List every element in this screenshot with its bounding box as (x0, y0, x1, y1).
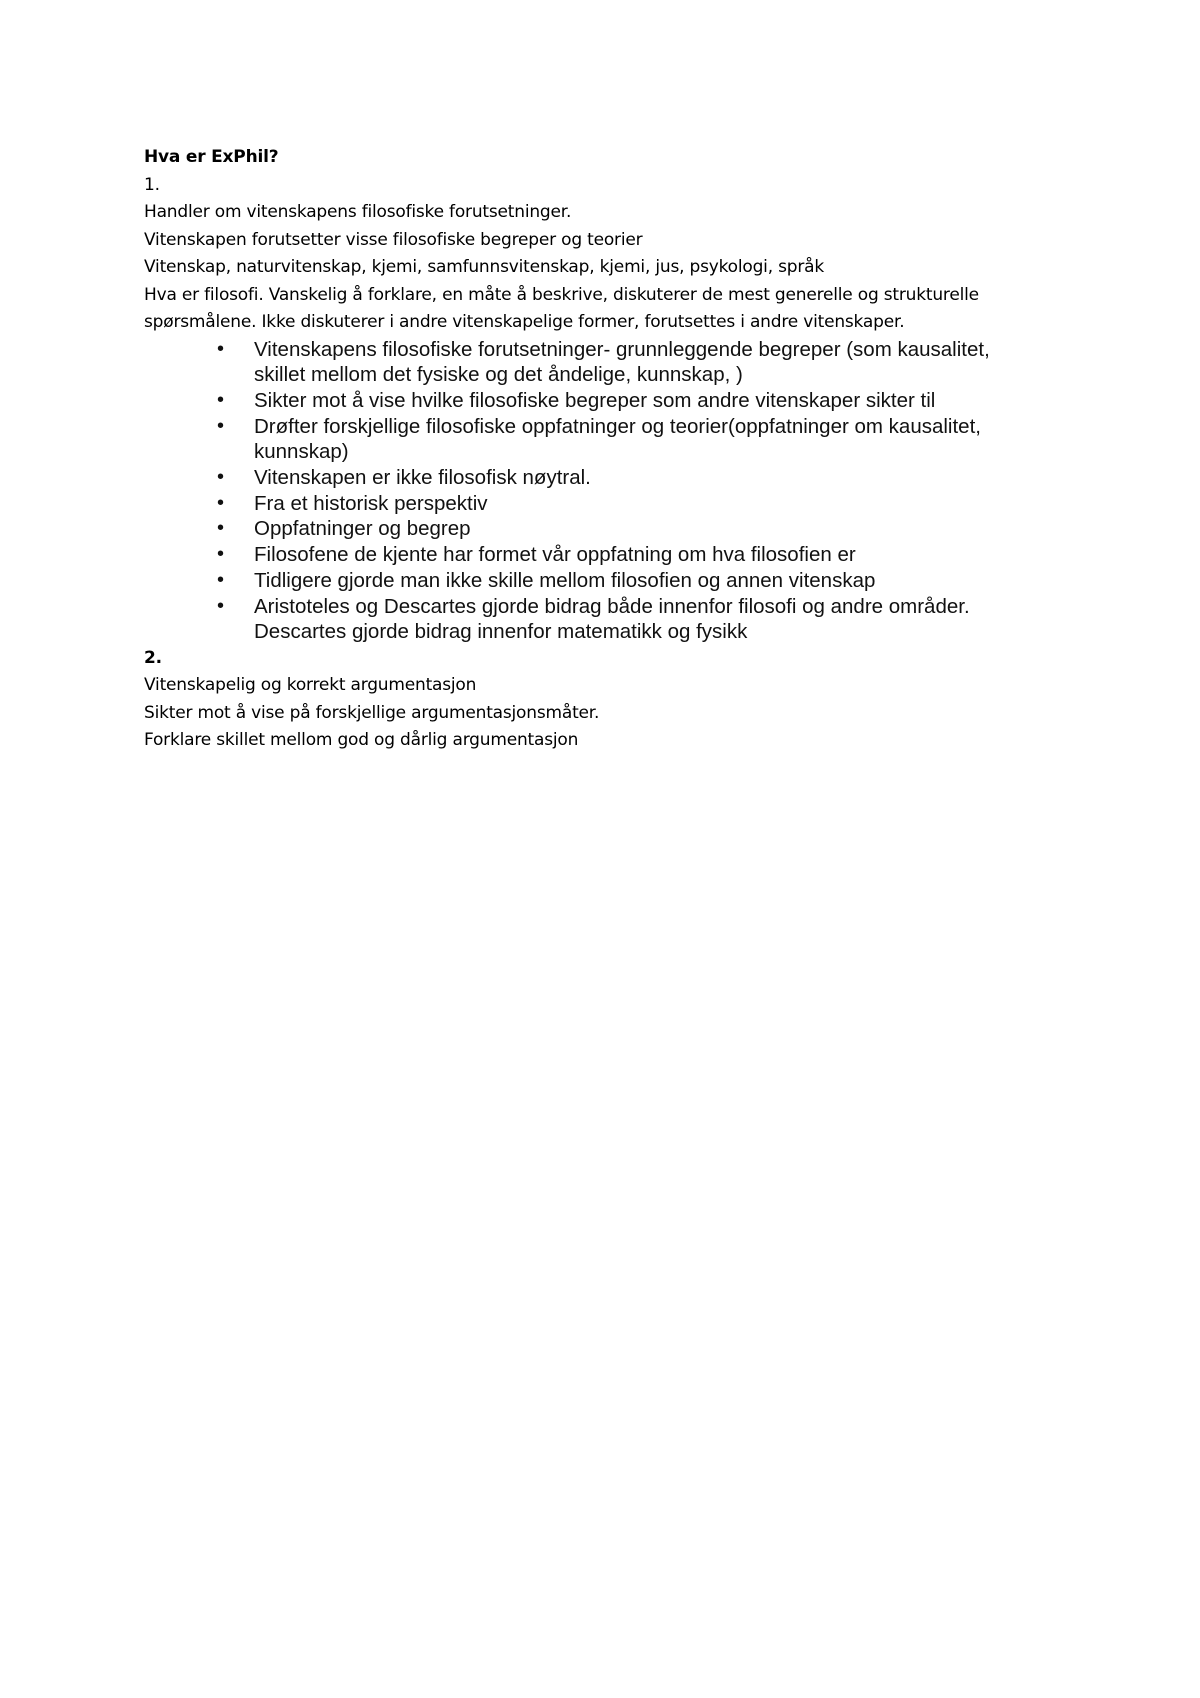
bullet-text-line: Filosofene de kjente har formet vår oppfatning om hva filosofien er (254, 543, 856, 567)
bullet-text-line: Fra et historisk perspektiv (254, 491, 488, 515)
paragraph-line: Sikter mot å vise på forskjellige argumentasjonsmåter. (144, 702, 600, 723)
bullet-text-line: Oppfatninger og begrep (254, 517, 471, 541)
bullet-dot-icon: • (217, 491, 225, 514)
section-2-paragraph (144, 672, 1064, 755)
section-2-number: 2. (144, 647, 162, 668)
bullet-item (144, 542, 1064, 568)
bullet-dot-icon: • (217, 543, 225, 566)
paragraph-line: Vitenskap, naturvitenskap, kjemi, samfunnsvitenskap, kjemi, jus, psykologi, språk (144, 257, 825, 277)
bullet-item (144, 414, 1064, 465)
paragraph-line: Handler om vitenskapens filosofiske forutsetninger. (144, 202, 572, 222)
bullet-dot-icon: • (217, 517, 225, 540)
paragraph-line: Forklare skillet mellom god og dårlig argumentasjon (144, 730, 579, 751)
bullet-item (144, 491, 1064, 517)
paragraph-line: Vitenskapelig og korrekt argumentasjon (144, 675, 477, 696)
bullet-text-line: Tidligere gjorde man ikke skille mellom filosofien og annen vitenskap (254, 568, 876, 592)
bullet-item (144, 337, 1064, 388)
bullet-item (144, 388, 1064, 414)
bullet-dot-icon: • (217, 388, 225, 411)
bullet-text-line: Drøfter forskjellige filosofiske oppfatninger og teorier(oppfatninger om kausalitet, (254, 414, 981, 438)
bullet-item (144, 594, 1064, 645)
bullet-dot-icon: • (217, 414, 225, 437)
bullet-dot-icon: • (217, 337, 225, 360)
bullet-dot-icon: • (217, 466, 225, 489)
bullet-dot-icon: • (217, 594, 225, 617)
bullet-text-line: Aristoteles og Descartes gjorde bidrag både innenfor filosofi og andre områder. (254, 594, 970, 618)
bullet-text-line: kunnskap) (254, 440, 349, 464)
bullet-item (144, 516, 1064, 542)
bullet-text-line: Descartes gjorde bidrag innenfor matematikk og fysikk (254, 620, 748, 644)
bullet-list (144, 337, 1064, 645)
paragraph-line: spørsmålene. Ikke diskuterer i andre vitenskapelige former, forutsettes i andre vitenskaper. (144, 312, 905, 332)
paragraph-line: Hva er filosofi. Vanskelig å forklare, en måte å beskrive, diskuterer de mest generelle og strukturelle (144, 284, 979, 305)
bullet-dot-icon: • (217, 568, 225, 591)
section-1-paragraph (144, 199, 1064, 337)
document-title: Hva er ExPhil? (144, 147, 279, 167)
bullet-text-line: Vitenskapens filosofiske forutsetninger- grunnleggende begreper (som kausalitet, (254, 337, 990, 361)
bullet-item (144, 568, 1064, 594)
paragraph-line: Vitenskapen forutsetter visse filosofiske begreper og teorier (144, 229, 643, 250)
bullet-text-line: skillet mellom det fysiske og det åndelige, kunnskap, ) (254, 363, 743, 387)
bullet-text-line: Vitenskapen er ikke filosofisk nøytral. (254, 466, 591, 490)
section-1-number: 1. (144, 174, 160, 195)
document-content (144, 144, 1064, 755)
bullet-item (144, 465, 1064, 491)
bullet-text-line: Sikter mot å vise hvilke filosofiske begreper som andre vitenskaper sikter til (254, 388, 936, 412)
